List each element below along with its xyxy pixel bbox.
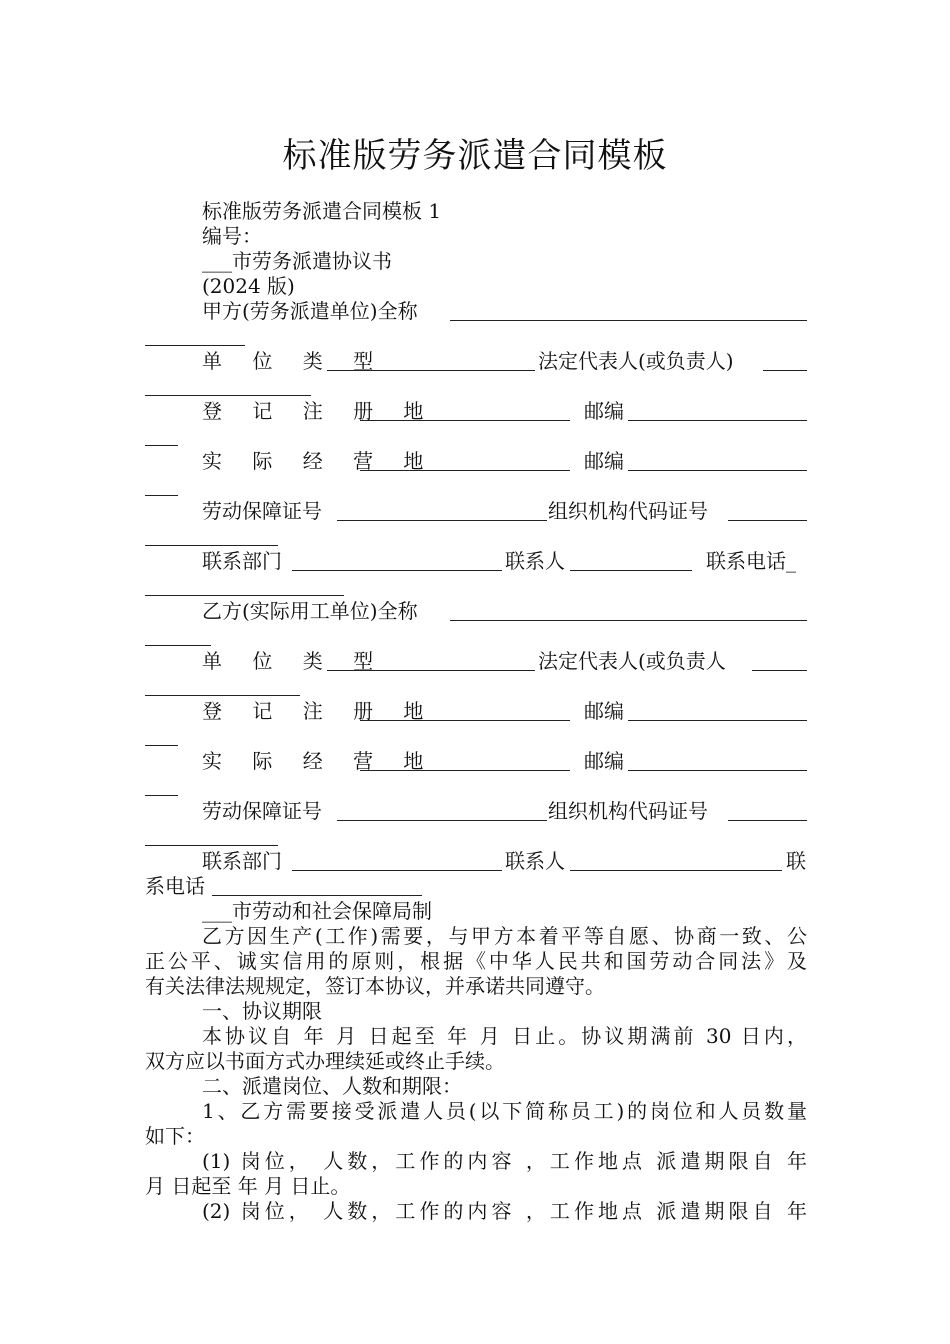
postcode-label: 邮编 <box>584 749 624 773</box>
issuer-line: ___市劳动和社会保障局制 <box>202 899 432 923</box>
blank-line <box>292 870 502 871</box>
blank-line <box>360 470 570 471</box>
list-item-line: 月 日起至 年 月 日止。 <box>145 1174 351 1198</box>
org-code-label: 组织机构代码证号 <box>548 799 708 823</box>
contact-phone-label: 联系电话_ <box>706 549 796 573</box>
blank-line <box>145 795 178 796</box>
blank-line <box>292 570 502 571</box>
business-address-label: 实 际 经 营 地 <box>202 449 436 473</box>
blank-line <box>728 820 807 821</box>
contact-dept-label: 联系部门 <box>202 549 282 573</box>
party-a-name-label: 甲方(劳务派遣单位)全称 <box>202 299 418 323</box>
contact-person-label: 联系人 <box>505 849 565 873</box>
blank-line <box>145 845 278 846</box>
blank-line <box>145 495 178 496</box>
paragraph-line: 有关法律法规规定，签订本协议，并承诺共同遵守。 <box>145 974 605 998</box>
paragraph-line: 如下： <box>145 1124 205 1148</box>
org-code-label: 组织机构代码证号 <box>548 499 708 523</box>
paragraph-line: 乙方因生产(工作)需要，与甲方本着平等自愿、协商一致、公 <box>202 924 807 948</box>
blank-line <box>212 895 422 896</box>
unit-type-label: 单 位 类 型 <box>202 649 386 673</box>
blank-line <box>337 520 547 521</box>
contact-phone-label-end: 系电话 <box>145 874 205 898</box>
labor-cert-label: 劳动保障证号 <box>202 799 322 823</box>
postcode-label: 邮编 <box>584 449 624 473</box>
section-heading: 一、协议期限 <box>202 999 322 1023</box>
section-heading: 二、派遣岗位、人数和期限： <box>202 1074 462 1098</box>
blank-line <box>570 870 782 871</box>
blank-line <box>145 345 245 346</box>
legal-rep-label: 法定代表人(或负责人 <box>538 649 726 673</box>
blank-line <box>360 770 570 771</box>
registered-address-label: 登 记 注 册 地 <box>202 399 436 423</box>
paragraph-line: 1、乙方需要接受派遣人员(以下简称员工)的岗位和人员数量 <box>202 1099 807 1123</box>
list-item-line: (2) 岗位， 人数，工作的内容 ，工作地点 派遣期限自 年 <box>202 1199 807 1223</box>
contact-person-label: 联系人 <box>505 549 565 573</box>
agreement-name: ___市劳务派遣协议书 <box>202 249 392 273</box>
number-label: 编号： <box>202 224 262 248</box>
paragraph-line: 本协议自 年 月 日起至 年 月 日止。协议期满前 30 日内， <box>202 1024 807 1048</box>
subtitle: 标准版劳务派遣合同模板 1 <box>202 199 442 223</box>
blank-line <box>145 695 300 696</box>
blank-line <box>327 370 535 371</box>
contact-dept-label: 联系部门 <box>202 849 282 873</box>
blank-line <box>628 770 807 771</box>
blank-line <box>728 520 807 521</box>
blank-line <box>450 320 807 321</box>
paragraph-line: 双方应以书面方式办理续延或终止手续。 <box>145 1049 505 1073</box>
postcode-label: 邮编 <box>584 699 624 723</box>
legal-rep-label: 法定代表人(或负责人) <box>538 349 734 373</box>
blank-line <box>337 820 547 821</box>
blank-line <box>763 370 807 371</box>
contact-phone-label-start: 联 <box>786 849 806 873</box>
blank-line <box>145 395 311 396</box>
paragraph-line: 正公平、诚实信用的原则，根据《中华人民共和国劳动合同法》及 <box>145 949 807 973</box>
document-title: 标准版劳务派遣合同模板 <box>282 136 668 176</box>
party-b-name-label: 乙方(实际用工单位)全称 <box>202 599 418 623</box>
blank-line <box>570 570 692 571</box>
blank-line <box>450 620 807 621</box>
blank-line <box>145 595 344 596</box>
unit-type-label: 单 位 类 型 <box>202 349 386 373</box>
blank-line <box>145 545 278 546</box>
registered-address-label: 登 记 注 册 地 <box>202 699 436 723</box>
edition: (2024 版) <box>202 274 295 298</box>
blank-line <box>145 745 178 746</box>
list-item-line: (1) 岗位， 人数，工作的内容 ，工作地点 派遣期限自 年 <box>202 1149 807 1173</box>
blank-line <box>628 420 807 421</box>
blank-line <box>145 645 211 646</box>
blank-line <box>327 670 535 671</box>
business-address-label: 实 际 经 营 地 <box>202 749 436 773</box>
postcode-label: 邮编 <box>584 399 624 423</box>
blank-line <box>752 670 807 671</box>
blank-line <box>360 720 570 721</box>
blank-line <box>628 720 807 721</box>
labor-cert-label: 劳动保障证号 <box>202 499 322 523</box>
blank-line <box>628 470 807 471</box>
blank-line <box>145 445 178 446</box>
blank-line <box>360 420 570 421</box>
